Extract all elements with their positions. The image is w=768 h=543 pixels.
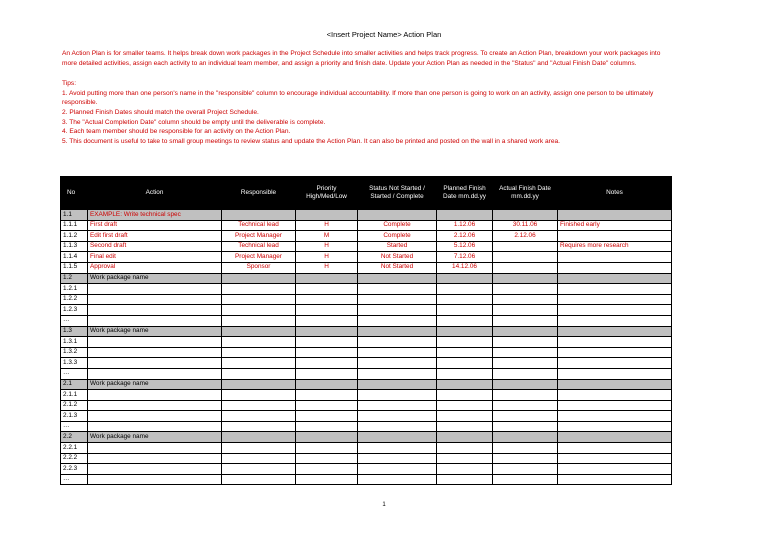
cell-status xyxy=(358,284,437,295)
table-row xyxy=(61,358,672,369)
cell-priority xyxy=(296,474,358,485)
cell-notes xyxy=(558,294,672,305)
cell-action xyxy=(88,390,222,401)
cell-actual-finish xyxy=(493,210,558,221)
cell-notes xyxy=(558,347,672,358)
cell-planned-finish xyxy=(437,315,493,326)
table-row xyxy=(61,443,672,454)
header-actual-finish: Actual Finish Date mm.dd.yy xyxy=(493,177,558,210)
work-package-row xyxy=(61,210,672,221)
cell-no: 1.1.3 xyxy=(61,241,88,252)
cell-no: 2.1.3 xyxy=(61,411,88,422)
cell-status xyxy=(358,294,437,305)
page-number: 1 xyxy=(382,502,386,508)
cell-actual-finish xyxy=(493,326,558,337)
cell-priority xyxy=(296,315,358,326)
cell-priority xyxy=(296,305,358,316)
cell-status xyxy=(358,347,437,358)
cell-no: 1.1.2 xyxy=(61,231,88,242)
work-package-row xyxy=(61,326,672,337)
cell-priority xyxy=(296,453,358,464)
cell-notes xyxy=(558,305,672,316)
cell-notes xyxy=(558,315,672,326)
cell-responsible xyxy=(222,368,296,379)
cell-no: 1.2.2 xyxy=(61,294,88,305)
cell-no: 2.2.1 xyxy=(61,443,88,454)
cell-action xyxy=(88,305,222,316)
table-row xyxy=(61,220,672,231)
cell-no: 1.1 xyxy=(61,210,88,221)
table-row xyxy=(61,411,672,422)
cell-responsible: Technical lead xyxy=(222,241,296,252)
cell-action xyxy=(88,337,222,348)
table-row xyxy=(61,464,672,475)
cell-priority xyxy=(296,432,358,443)
cell-status xyxy=(358,337,437,348)
cell-priority xyxy=(296,443,358,454)
cell-actual-finish xyxy=(493,305,558,316)
cell-planned-finish xyxy=(437,273,493,284)
tips-section xyxy=(62,79,668,146)
cell-action xyxy=(88,464,222,475)
cell-no: … xyxy=(61,315,88,326)
cell-planned-finish: 7.12.06 xyxy=(437,252,493,263)
tip-item: 5. This document is useful to take to small group meetings to review status and update the Action Plan. It can also be printed and posted on the wall in a shared work area. xyxy=(62,137,560,145)
cell-responsible xyxy=(222,421,296,432)
cell-notes xyxy=(558,464,672,475)
cell-planned-finish xyxy=(437,210,493,221)
cell-priority: H xyxy=(296,262,358,273)
cell-no: 2.2 xyxy=(61,432,88,443)
cell-responsible xyxy=(222,453,296,464)
page-title: <Insert Project Name> Action Plan xyxy=(326,30,442,39)
cell-notes xyxy=(558,400,672,411)
cell-notes xyxy=(558,453,672,464)
intro-section xyxy=(62,49,668,146)
table-body xyxy=(61,210,672,485)
cell-no: 2.2.2 xyxy=(61,453,88,464)
cell-priority xyxy=(296,421,358,432)
work-package-row xyxy=(61,273,672,284)
cell-priority: H xyxy=(296,241,358,252)
cell-status xyxy=(358,305,437,316)
cell-no: 1.2 xyxy=(61,273,88,284)
cell-priority xyxy=(296,284,358,295)
cell-status xyxy=(358,326,437,337)
tip-item: 3. The "Actual Completion Date" column should be empty until the deliverable is complete. xyxy=(62,118,326,126)
cell-planned-finish xyxy=(437,337,493,348)
cell-status xyxy=(358,443,437,454)
cell-action xyxy=(88,453,222,464)
cell-actual-finish xyxy=(493,241,558,252)
cell-notes xyxy=(558,326,672,337)
cell-no: 1.3.3 xyxy=(61,358,88,369)
cell-no: … xyxy=(61,474,88,485)
cell-actual-finish xyxy=(493,252,558,263)
header-notes: Notes xyxy=(558,177,672,210)
cell-status xyxy=(358,358,437,369)
table-row xyxy=(61,474,672,485)
work-package-row xyxy=(61,432,672,443)
intro-paragraph: An Action Plan is for smaller teams. It helps break down work packages in the Project Schedule into smaller activities and helps track progress. To create an Action Plan, breakdown your work packages into more detailed activities, assign each activity to an individual team member, and assign a priority and finish date. Update your Action Plan as needed in the "Status" and "Actual Finish Date" columns. xyxy=(62,50,661,67)
cell-actual-finish: 30.11.06 xyxy=(493,220,558,231)
cell-priority xyxy=(296,379,358,390)
table-row xyxy=(61,453,672,464)
cell-priority xyxy=(296,390,358,401)
cell-actual-finish xyxy=(493,358,558,369)
cell-no: 2.1.1 xyxy=(61,390,88,401)
cell-no: 1.3.1 xyxy=(61,337,88,348)
cell-status xyxy=(358,474,437,485)
cell-priority xyxy=(296,294,358,305)
cell-status xyxy=(358,315,437,326)
cell-actual-finish xyxy=(493,464,558,475)
table-row xyxy=(61,368,672,379)
cell-planned-finish: 1.12.06 xyxy=(437,220,493,231)
cell-actual-finish xyxy=(493,379,558,390)
cell-responsible xyxy=(222,432,296,443)
cell-actual-finish xyxy=(493,368,558,379)
cell-planned-finish xyxy=(437,453,493,464)
header-responsible: Responsible xyxy=(222,177,296,210)
cell-no: 1.1.5 xyxy=(61,262,88,273)
tip-item: 4. Each team member should be responsible for an activity on the Action Plan. xyxy=(62,128,291,136)
cell-responsible xyxy=(222,358,296,369)
table-row xyxy=(61,294,672,305)
cell-status: Started xyxy=(358,241,437,252)
tips-heading: Tips: xyxy=(62,80,77,88)
cell-priority xyxy=(296,273,358,284)
cell-priority xyxy=(296,464,358,475)
cell-planned-finish xyxy=(437,379,493,390)
cell-notes xyxy=(558,358,672,369)
cell-no: 1.1.4 xyxy=(61,252,88,263)
cell-status xyxy=(358,400,437,411)
table-row xyxy=(61,421,672,432)
cell-status xyxy=(358,432,437,443)
cell-notes xyxy=(558,273,672,284)
cell-action xyxy=(88,411,222,422)
header-no: No xyxy=(61,177,88,210)
cell-responsible: Project Manager xyxy=(222,252,296,263)
cell-status xyxy=(358,453,437,464)
cell-status: Complete xyxy=(358,220,437,231)
cell-action xyxy=(88,400,222,411)
cell-actual-finish xyxy=(493,443,558,454)
cell-responsible: Sponsor xyxy=(222,262,296,273)
cell-no: 1.3.2 xyxy=(61,347,88,358)
cell-planned-finish xyxy=(437,358,493,369)
cell-planned-finish xyxy=(437,326,493,337)
cell-notes xyxy=(558,474,672,485)
cell-notes xyxy=(558,231,672,242)
cell-action: Approval xyxy=(88,262,222,273)
cell-actual-finish: 2.12.06 xyxy=(493,231,558,242)
cell-actual-finish xyxy=(493,284,558,295)
cell-action: Work package name xyxy=(88,326,222,337)
cell-action xyxy=(88,421,222,432)
cell-responsible xyxy=(222,464,296,475)
cell-action: Second draft xyxy=(88,241,222,252)
cell-action: EXAMPLE: Write technical spec xyxy=(88,210,222,221)
header-planned-finish: Planned Finish Date mm.dd.yy xyxy=(437,177,493,210)
cell-actual-finish xyxy=(493,337,558,348)
cell-notes xyxy=(558,368,672,379)
cell-responsible xyxy=(222,390,296,401)
header-action: Action xyxy=(88,177,222,210)
cell-status xyxy=(358,368,437,379)
cell-responsible xyxy=(222,347,296,358)
cell-action xyxy=(88,315,222,326)
cell-planned-finish xyxy=(437,390,493,401)
cell-actual-finish xyxy=(493,262,558,273)
cell-priority xyxy=(296,411,358,422)
cell-planned-finish xyxy=(437,421,493,432)
cell-notes xyxy=(558,390,672,401)
cell-actual-finish xyxy=(493,390,558,401)
cell-status xyxy=(358,273,437,284)
cell-notes: Requires more research xyxy=(558,241,672,252)
cell-actual-finish xyxy=(493,347,558,358)
header-priority: Priority High/Med/Low xyxy=(296,177,358,210)
table-row xyxy=(61,315,672,326)
cell-actual-finish xyxy=(493,474,558,485)
cell-notes xyxy=(558,432,672,443)
cell-planned-finish xyxy=(437,294,493,305)
table-row xyxy=(61,347,672,358)
cell-priority xyxy=(296,326,358,337)
cell-priority xyxy=(296,400,358,411)
cell-action xyxy=(88,284,222,295)
table-row xyxy=(61,390,672,401)
cell-responsible xyxy=(222,474,296,485)
cell-action xyxy=(88,358,222,369)
table-row xyxy=(61,400,672,411)
table-row xyxy=(61,284,672,295)
cell-no: … xyxy=(61,421,88,432)
cell-notes xyxy=(558,337,672,348)
cell-no: 2.1 xyxy=(61,379,88,390)
cell-no: 2.1.2 xyxy=(61,400,88,411)
cell-action: Work package name xyxy=(88,273,222,284)
cell-responsible xyxy=(222,379,296,390)
cell-planned-finish xyxy=(437,432,493,443)
cell-notes xyxy=(558,379,672,390)
cell-priority xyxy=(296,337,358,348)
cell-planned-finish xyxy=(437,474,493,485)
cell-actual-finish xyxy=(493,294,558,305)
cell-status: Not Started xyxy=(358,262,437,273)
cell-status xyxy=(358,379,437,390)
cell-priority: H xyxy=(296,252,358,263)
cell-action xyxy=(88,294,222,305)
cell-notes xyxy=(558,210,672,221)
cell-responsible xyxy=(222,411,296,422)
cell-planned-finish: 2.12.06 xyxy=(437,231,493,242)
cell-planned-finish: 14.12.06 xyxy=(437,262,493,273)
cell-action xyxy=(88,347,222,358)
work-package-row xyxy=(61,379,672,390)
cell-priority: H xyxy=(296,220,358,231)
cell-responsible xyxy=(222,315,296,326)
cell-responsible xyxy=(222,210,296,221)
cell-responsible: Technical lead xyxy=(222,220,296,231)
cell-no: 1.1.1 xyxy=(61,220,88,231)
cell-action: Work package name xyxy=(88,379,222,390)
cell-planned-finish xyxy=(437,443,493,454)
cell-responsible xyxy=(222,273,296,284)
cell-notes xyxy=(558,252,672,263)
cell-planned-finish: 5.12.06 xyxy=(437,241,493,252)
cell-responsible xyxy=(222,294,296,305)
cell-no: … xyxy=(61,368,88,379)
cell-status xyxy=(358,464,437,475)
cell-actual-finish xyxy=(493,400,558,411)
cell-priority: M xyxy=(296,231,358,242)
tip-item: 1. Avoid putting more than one person's name in the "responsible" column to encourage individual accountability. If more than one person is going to work on an activity, assign one person to be ultimately responsible. xyxy=(62,89,654,107)
cell-responsible xyxy=(222,305,296,316)
cell-action xyxy=(88,474,222,485)
cell-status xyxy=(358,390,437,401)
cell-planned-finish xyxy=(437,464,493,475)
cell-action xyxy=(88,443,222,454)
cell-planned-finish xyxy=(437,347,493,358)
cell-status xyxy=(358,421,437,432)
cell-notes xyxy=(558,262,672,273)
cell-status xyxy=(358,411,437,422)
tip-item: 2. Planned Finish Dates should match the overall Project Schedule. xyxy=(62,108,259,116)
cell-priority xyxy=(296,358,358,369)
cell-priority xyxy=(296,347,358,358)
table-row xyxy=(61,252,672,263)
cell-actual-finish xyxy=(493,432,558,443)
cell-responsible xyxy=(222,284,296,295)
cell-responsible: Project Manager xyxy=(222,231,296,242)
cell-action xyxy=(88,368,222,379)
table-row xyxy=(61,337,672,348)
cell-status: Complete xyxy=(358,231,437,242)
cell-notes xyxy=(558,284,672,295)
cell-priority xyxy=(296,368,358,379)
cell-action: Work package name xyxy=(88,432,222,443)
cell-responsible xyxy=(222,400,296,411)
cell-responsible xyxy=(222,337,296,348)
cell-no: 1.2.3 xyxy=(61,305,88,316)
table-row xyxy=(61,305,672,316)
cell-action: Final edit xyxy=(88,252,222,263)
cell-status: Not Started xyxy=(358,252,437,263)
cell-actual-finish xyxy=(493,411,558,422)
cell-responsible xyxy=(222,326,296,337)
table-header-row xyxy=(61,177,672,210)
table-row xyxy=(61,241,672,252)
header-status: Status Not Started / Started / Complete xyxy=(358,177,437,210)
cell-notes xyxy=(558,443,672,454)
cell-notes: Finished early xyxy=(558,220,672,231)
cell-notes xyxy=(558,411,672,422)
cell-planned-finish xyxy=(437,411,493,422)
cell-responsible xyxy=(222,443,296,454)
cell-actual-finish xyxy=(493,315,558,326)
cell-no: 1.2.1 xyxy=(61,284,88,295)
action-plan-table xyxy=(60,176,672,485)
table-row xyxy=(61,231,672,242)
cell-no: 1.3 xyxy=(61,326,88,337)
cell-action: First draft xyxy=(88,220,222,231)
cell-priority xyxy=(296,210,358,221)
cell-no: 2.2.3 xyxy=(61,464,88,475)
cell-status xyxy=(358,210,437,221)
cell-planned-finish xyxy=(437,400,493,411)
cell-actual-finish xyxy=(493,273,558,284)
cell-actual-finish xyxy=(493,421,558,432)
cell-planned-finish xyxy=(437,284,493,295)
cell-action: Edit first draft xyxy=(88,231,222,242)
table-row xyxy=(61,262,672,273)
cell-planned-finish xyxy=(437,305,493,316)
cell-planned-finish xyxy=(437,368,493,379)
cell-actual-finish xyxy=(493,453,558,464)
cell-notes xyxy=(558,421,672,432)
